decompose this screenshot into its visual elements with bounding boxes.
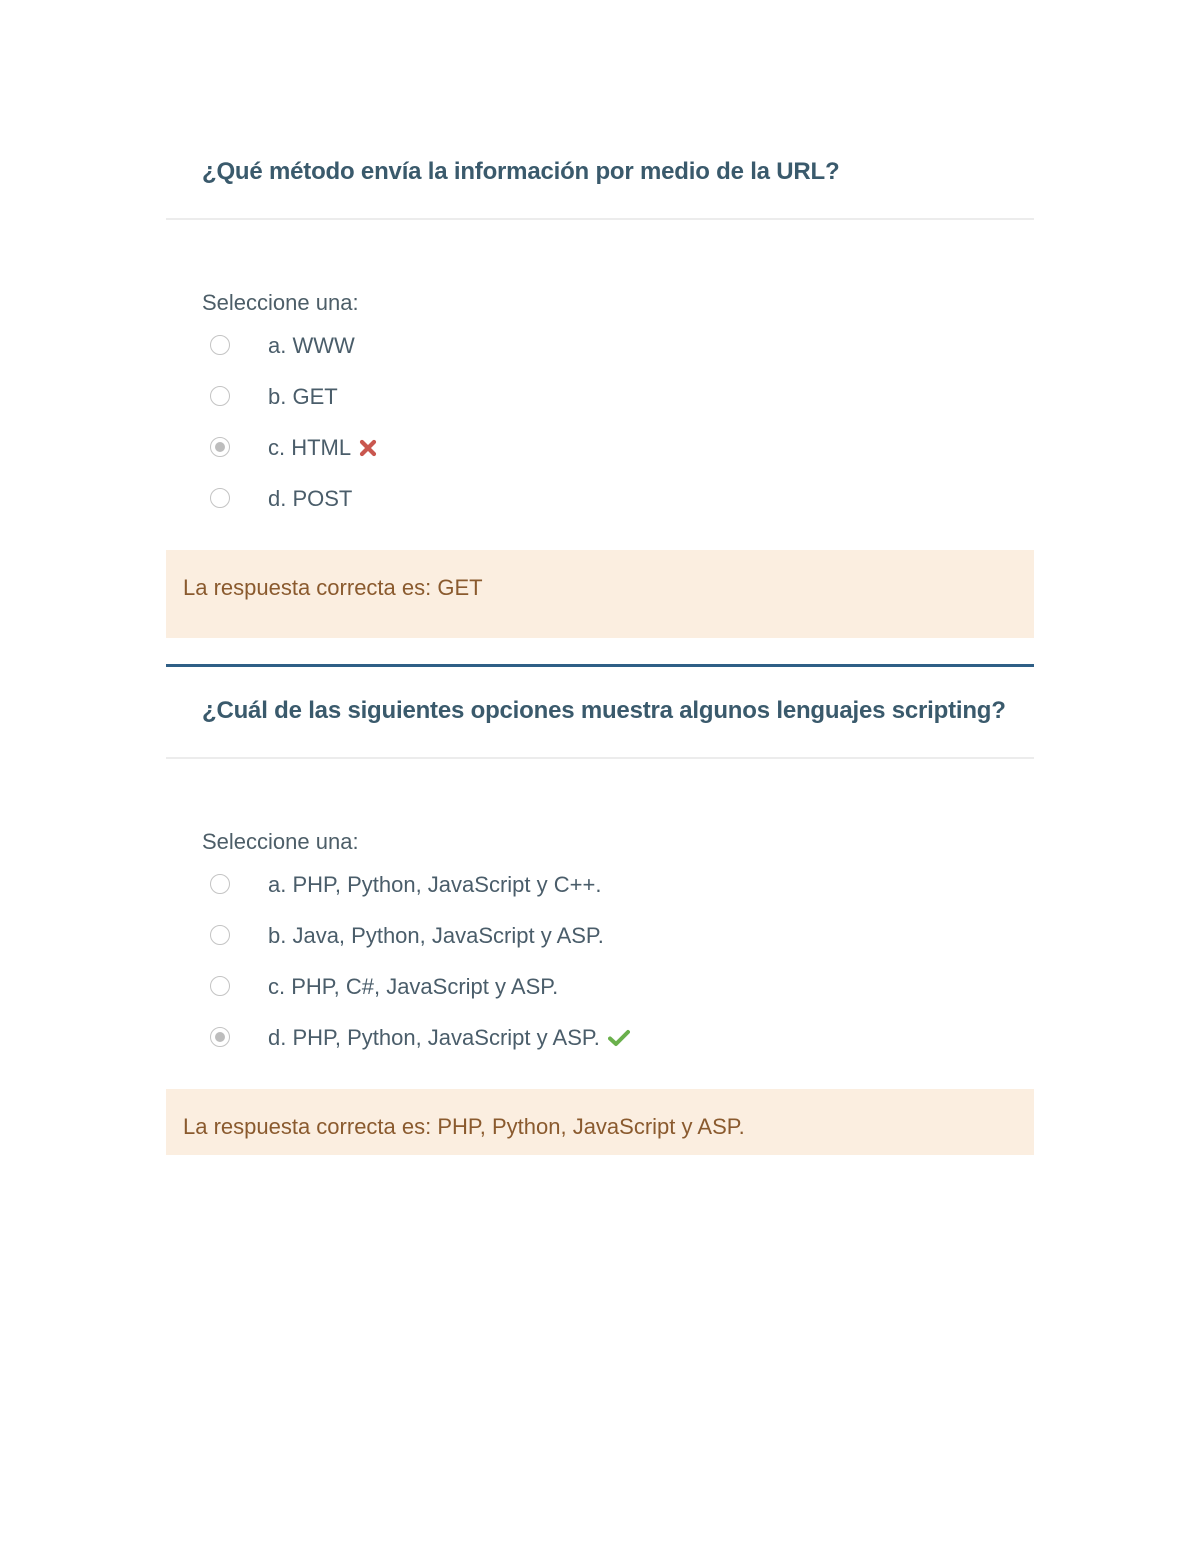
option-label: c. HTML [268, 435, 352, 460]
option-b[interactable] [210, 384, 970, 414]
radio-button[interactable] [210, 976, 230, 996]
option-b[interactable] [210, 923, 970, 953]
question-title: ¿Qué método envía la información por medio de la URL? [202, 158, 840, 185]
divider [166, 218, 1034, 220]
correct-answer-text: La respuesta correcta es: GET [183, 575, 483, 600]
feedback-box [166, 1089, 1034, 1155]
option-label: d. POST [268, 486, 353, 511]
option-d[interactable] [210, 486, 970, 516]
divider [166, 757, 1034, 759]
radio-button-selected[interactable] [210, 1027, 230, 1047]
correct-answer-text: La respuesta correcta es: PHP, Python, JavaScript y ASP. [183, 1114, 745, 1139]
option-label: a. PHP, Python, JavaScript y C++. [268, 872, 602, 897]
option-label: d. PHP, Python, JavaScript y ASP. [268, 1025, 600, 1050]
question-separator [166, 664, 1034, 667]
option-label: b. GET [268, 384, 338, 409]
radio-button[interactable] [210, 874, 230, 894]
option-label-wrap [268, 435, 377, 463]
option-a[interactable] [210, 333, 970, 363]
option-label: a. WWW [268, 333, 355, 358]
option-label-wrap [268, 1025, 630, 1053]
option-a[interactable] [210, 872, 970, 902]
radio-button[interactable] [210, 335, 230, 355]
radio-button[interactable] [210, 925, 230, 945]
feedback-box [166, 550, 1034, 638]
select-prompt: Seleccione una: [202, 829, 359, 854]
select-prompt: Seleccione una: [202, 290, 359, 315]
correct-check-icon [608, 1027, 630, 1053]
option-label: c. PHP, C#, JavaScript y ASP. [268, 974, 559, 999]
option-label: b. Java, Python, JavaScript y ASP. [268, 923, 604, 948]
option-d[interactable] [210, 1025, 970, 1055]
option-c[interactable] [210, 974, 970, 1004]
radio-button-selected[interactable] [210, 437, 230, 457]
option-c[interactable] [210, 435, 970, 465]
radio-button[interactable] [210, 488, 230, 508]
question-title: ¿Cuál de las siguientes opciones muestra algunos lenguajes scripting? [202, 697, 1006, 724]
incorrect-x-icon [359, 437, 377, 463]
radio-button[interactable] [210, 386, 230, 406]
